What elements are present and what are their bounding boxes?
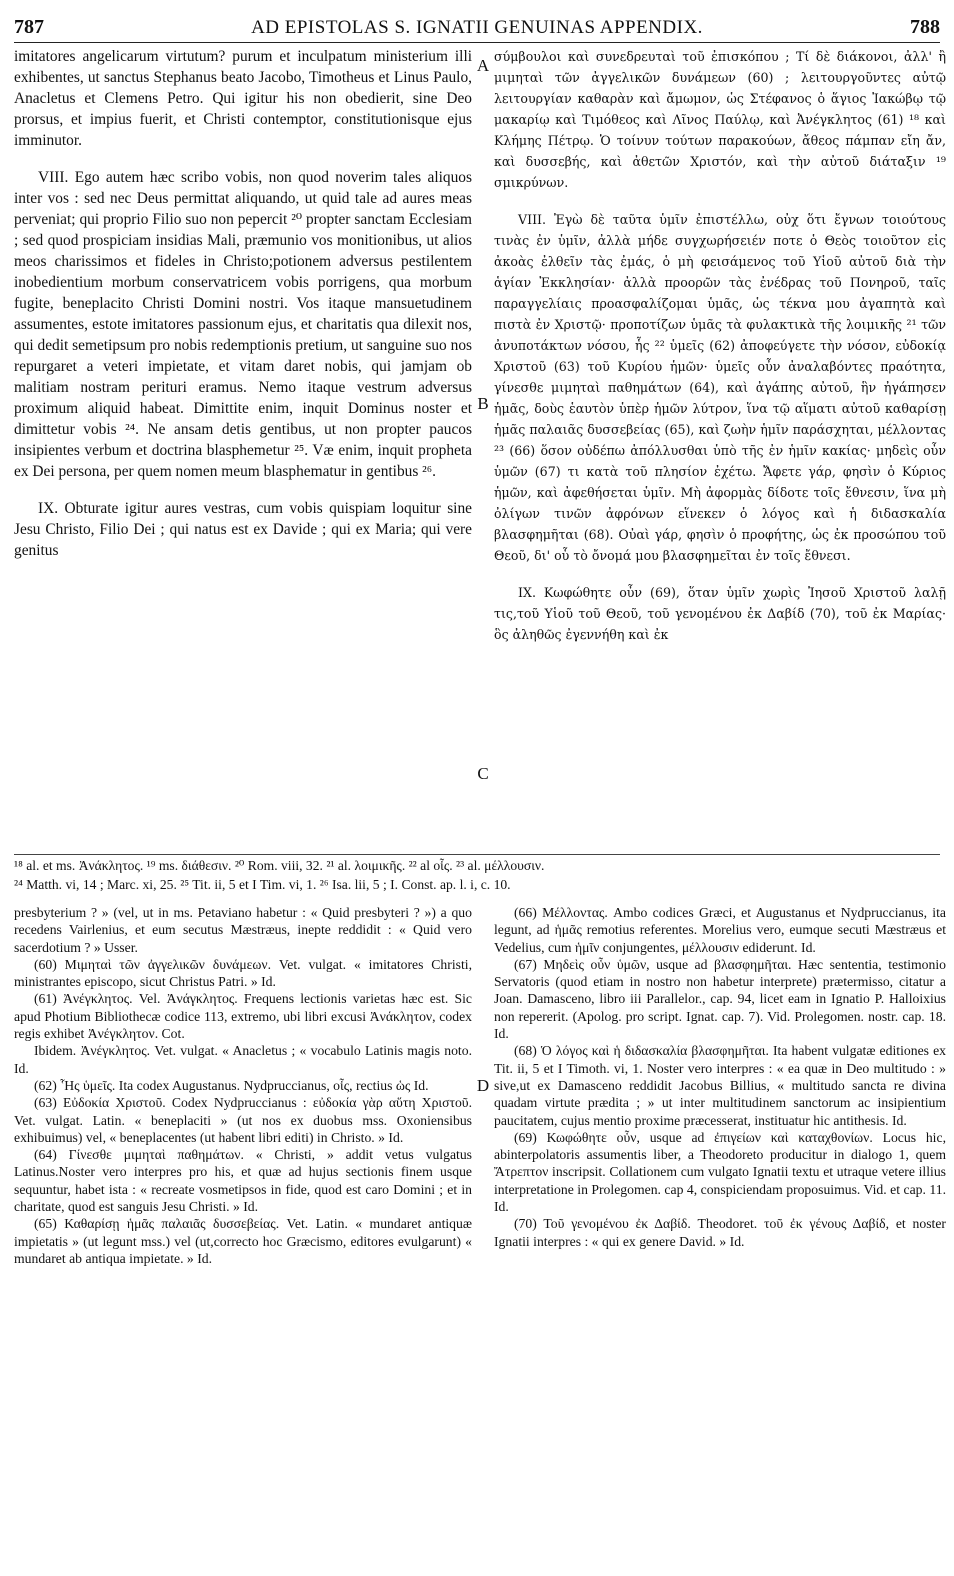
margin-letter-c: C [477, 764, 489, 783]
page-number-left: 787 [14, 16, 44, 38]
latin-column [14, 46, 472, 854]
page-number-right: 788 [910, 16, 940, 38]
note-paragraph: (69) Κωφώθητε οὖν, usque ad ἐπιγείων καὶ καταχθονίων. Locus hic, abinterpolatoris assumentis liber, a Theodoreto producitur in dialogo 1, quem Ἄτρεπτον inscripsit. Collationem cum vulgato Ignatii textu et utraque vetere illius interpretatione in Prolegomen. cap 4, conspiciendam proposuimus. Vid. et cap. 11. Id. [494, 1129, 946, 1215]
latin-paragraph: VIII. Ego autem hæc scribo vobis, non quod noverim tales aliquos inter vos : sed nec Deus permittat aliquando, ut quid tale ad aures meas perveniat; qui proprio Filio suo non pepercit ²⁰ propter sanctam Ecclesiam ; sed quod prospiciam insidias Mali, præmunio vos monitionibus, ut alios meos charissimos et fideles in Christo;potionem adversus pestilentem inobedientium morbum conservatricem vobis porrigens, qua morbum fugite, beneplacito Christi Domini nostri. Vos itaque mansuetudinem assumentes, estote imitatores passionum ejus, et charitatis qua dilexit nos, qui dedit semetipsum pro nobis redemptionis pretium, ut sanguine suo nos repurgaret a veteri impietate, et vitam daret nobis, qui jamjam ob malitiam nostram perituri eramus. Nemo itaque vestrum adversus proximum aliquid habeat. Dimittite enim, inquit Dominus noster et dimittetur vobis ²⁴. Ne ansam detis gentibus, ut non propter paucos insipientes verbum et doctrina blasphemetur ²⁵. Væ enim, inquit propheta ex Dei persona, per quem nomen meum blasphematur in gentibus ²⁶. [14, 169, 472, 480]
note-paragraph: (66) Μέλλοντας. Ambo codices Græci, et Augustanus et Nydpruccianus, ita legunt, ad ἡμᾶς remotius referentes. Morelius vero, eumque secuti Mæstræus et Vedelius, cum ἡμῖν conjungentes, μέλλουσιν ediderunt. Id. [494, 905, 946, 955]
margin-letter-a: A [476, 56, 490, 75]
greek-paragraph: IX. Κωφώθητε οὖν (69), ὅταν ὑμῖν χωρὶς Ἰησοῦ Χριστοῦ λαλῇ τις,τοῦ Υἱοῦ τοῦ Θεοῦ, τοῦ γενομένου ἐκ Δαβίδ (70), τοῦ ἐκ Μαρίας· ὃς ἀληθῶς ἐγεννήθη καὶ ἐκ [494, 585, 946, 642]
footnote-line: ²⁴ Matth. vi, 14 ; Marc. xi, 25. ²⁵ Tit. ii, 5 et I Tim. vi, 1. ²⁶ Isa. lii, 5 ; I. Const. ap. l. i, c. 10. [14, 877, 511, 892]
running-title: AD EPISTOLAS S. IGNATII GENUINAS APPENDIX. [251, 17, 703, 38]
note-paragraph: presbyterium ? » (vel, ut in ms. Petaviano habetur : « Quid presbyteri ? ») a quo recedens Vairlenius, et eum secutus Mæstræus, inepte reddidit : « Quid vero sacerdotium ? » Usser. [14, 905, 472, 955]
margin-letter-d: D [476, 1076, 490, 1095]
note-paragraph: Ibidem. Ἀνέγκλητος. Vet. vulgat. « Anacletus ; « vocabulo Latinis magis noto. Id. [14, 1043, 472, 1076]
note-paragraph: (61) Ἀνέγκλητος. Vel. Ἀνάγκλητος. Frequens lectionis varietas hæc est. Sic apud Photium Bibliothecæ codice 113, extremo, ubi libri excusi Ἀνάκλητον, codex regis exhibet Ἀνέγκλητον. Cot. [14, 991, 472, 1042]
note-paragraph: (63) Εὐδοκία Χριστοῦ. Codex Nydpruccianus : εὐδοκία γὰρ αὕτη Χριστοῦ. Vet. vulgat. Latin. « beneplaciti » (ut nos ex duobus mss. Oxoniensibus exhibuimus) vel, « beneplacentes (ut habent libri editi) in Christo. » Id. [14, 1095, 472, 1145]
footnotes [14, 854, 940, 895]
latin-paragraph: imitatores angelicarum virtutum? purum et inculpatum ministerium illi exhibentes, ut sanctus Stephanus beato Jacobo, Timotheus et Linus Paulo, Anacletus et Clemens Petro. Qui igitur his non obedierit, sine Deo prorsus, et impius fuerit, et Christi contemptor, constitutionisque ejus imminutor. [14, 48, 472, 149]
notes-right-column [494, 904, 946, 1564]
greek-paragraph: VIII. Ἐγὼ δὲ ταῦτα ὑμῖν ἐπιστέλλω, οὐχ ὅτι ἔγνων τοιούτους τινὰς ἐν ὑμῖν, ἀλλὰ μήδε συγχωρήσειέν ποτε ὁ Θεὸς τοιοῦτον εἰς ἀκοὰς ἐλθεῖν τὰς ἐμάς, ὁ μὴ φεισάμενος τοῦ Υἱοῦ αὐτοῦ διὰ τὴν ἁγίαν Ἐκκλησίαν· ἀλλὰ προορῶν τὰς ἐνέδρας τοῦ Πονηροῦ, ταῖς παραγγελίαις προασφαλίζομαι ὑμᾶς, ὡς τέκνα μου ἀγαπητὰ καὶ πιστὰ ἐν Χριστῷ· προποτίζων ὑμᾶς τὰ φυλακτικὰ τῆς λοιμικῆς ²¹ τῶν ἀνυποτάκτων νόσου, ἧς ²² ὑμεῖς (62) ἀποφεύγετε τὴν νόσον, εὐδοκίᾳ Χριστοῦ (63) τοῦ Κυρίου ἡμῶν· ὑμεῖς οὖν ἀναλαβόντες πραότητα, γίνεσθε μιμηταὶ παθημάτων (64), καὶ ἀγάπης αὐτοῦ, ἣν ἠγάπησεν ἡμᾶς, δοὺς ἑαυτὸν ὑπὲρ ἡμῶν λύτρον, ἵνα τῷ αἵματι αὐτοῦ καθαρίσῃ ἡμᾶς παλαιᾶς δυσσεβείας (65), καὶ ζωὴν ἡμῖν παράσχηται, μέλλοντας ²³ (66) ὅσον οὐδέπω ἀπόλλυσθαι ὑπὸ τῆς ἐν ἡμῖν κακίας· μηδεὶς οὖν ὑμῶν (67) τι κατὰ τοῦ πλησίον ἐχέτω. Ἄφετε γάρ, φησὶν ὁ Κύριος ἡμῶν, καὶ ἀφεθήσεται ὑμῖν. Μὴ ἀφορμὰς δίδοτε τοῖς ἔθνεσιν, ἵνα μὴ ὀλίγων τινῶν ἀφρόνων εἵνεκεν ὁ λόγος καὶ ἡ διδασκαλία βλασφημῆται (68). Οὐαὶ γάρ, φησὶν ὁ προφήτης, ὡς ἐκ προσώπου τοῦ Θεοῦ, δι' οὗ τὸ ὄνομά μου βλασφημεῖται ἐν τοῖς ἔθνεσι. [494, 212, 946, 563]
note-paragraph: (60) Μιμηταὶ τῶν ἀγγελικῶν δυνάμεων. Vet. vulgat. « imitatores Christi, ministrantes episcopo, sicut Christus Patri. » Id. [14, 956, 472, 990]
note-paragraph: (65) Καθαρίσῃ ἡμᾶς παλαιᾶς δυσσεβείας. Vet. Latin. « mundaret antiquæ impietatis » (ut legunt mss.) vel (ut,correcto hoc Græcismo, editores evulgarunt) « mundaret ab antiqua impietate. » Id. [14, 1216, 472, 1266]
note-paragraph: (62) Ἧς ὑμεῖς. Ita codex Augustanus. Nydpruccianus, οἷς, rectius ὡς Id. [34, 1077, 429, 1093]
note-paragraph: (67) Μηδεὶς οὖν ὑμῶν, usque ad βλασφημῆται. Hæc sententia, testimonio Servatoris (quod etiam in nostro non habetur interprete) prætermisso, citatur a Joan. Damasceno, libro iii Parallelor., cap. 94, licet eam in Ignatio P. Halloixius non repererit. (Apolog. pro script. Ignat. cap. 7). Vid. Prolegomen. nostr. cap. 18. Id. [494, 956, 946, 1042]
latin-paragraph: IX. Obturate igitur aures vestras, cum vobis quispiam loquitur sine Jesu Christo, Filio Dei ; qui natus est ex Davide ; qui ex Maria; qui vere genitus [14, 500, 472, 559]
greek-paragraph: σύμβουλοι καὶ συνεδρευταὶ τοῦ ἐπισκόπου ; Τί δὲ διάκονοι, ἀλλ' ἢ μιμηταὶ τῶν ἀγγελικῶν δυνάμεων (60) ; λειτουργοῦντες αὐτῷ λειτουργίαν καθαρὰν καὶ ἄμωμον, ὡς Στέφανος ὁ ἅγιος Ἰακώβῳ τῷ μακαρίῳ καὶ Τιμόθεος καὶ Λῖνος Παύλῳ, καὶ Ἀνέγκλητος (61) ¹⁸ καὶ Κλήμης Πέτρῳ. Ὁ τοίνυν τούτων παρακούων, ἄθεος πάμπαν εἴη ἄν, καὶ δυσσεβής, καὶ ἀθετῶν Χριστόν, καὶ τὴν αὐτοῦ διάταξιν ¹⁹ σμικρύνων. [494, 49, 946, 190]
margin-letter-b: B [477, 394, 489, 413]
running-header [14, 16, 940, 43]
greek-column [494, 46, 946, 854]
note-paragraph: (70) Τοῦ γενομένου ἐκ Δαβίδ. Theodoret. τοῦ ἐκ γένους Δαβίδ, et noster Ignatii interpres : « qui ex genere David. » Id. [494, 1216, 946, 1249]
note-paragraph: (64) Γίνεσθε μιμηταὶ παθημάτων. « Christi, » addit vetus vulgatus Latinus.Noster vero interpres pro his, et quæ ad hujus sectionis finem usque sequuntur, habet ista : « recreate vosmetipsos in fide, quod est caro Domini ; et in charitate, quod est sanguis Jesu Christi. » Id. [14, 1147, 472, 1215]
footnote-line: ¹⁸ al. et ms. Ἀνάκλητος. ¹⁹ ms. διάθεσιν. ²⁰ Rom. viii, 32. ²¹ al. λοιμικῆς. ²² al οἷς. ²³ al. μέλλουσιν. [14, 858, 545, 873]
note-paragraph: (68) Ὁ λόγος καὶ ἡ διδασκαλία βλασφημῆται. Ita habent vulgatæ editiones ex Tit. ii, 5 et I Timoth. vi, 1. Noster vero interpres : « ea quæ in Deo multitudo : » sive,ut ex Damasceno reddidit Jacobus Billius, « multitudo sancta re divina quadam virtute prædita ; » ut inter multitudinem sanctorum ac insipientium paucitatem, cujus mentio proxime præcesserat, instituatur hic antithesis. Id. [494, 1043, 946, 1128]
notes-left-column [14, 904, 472, 1564]
